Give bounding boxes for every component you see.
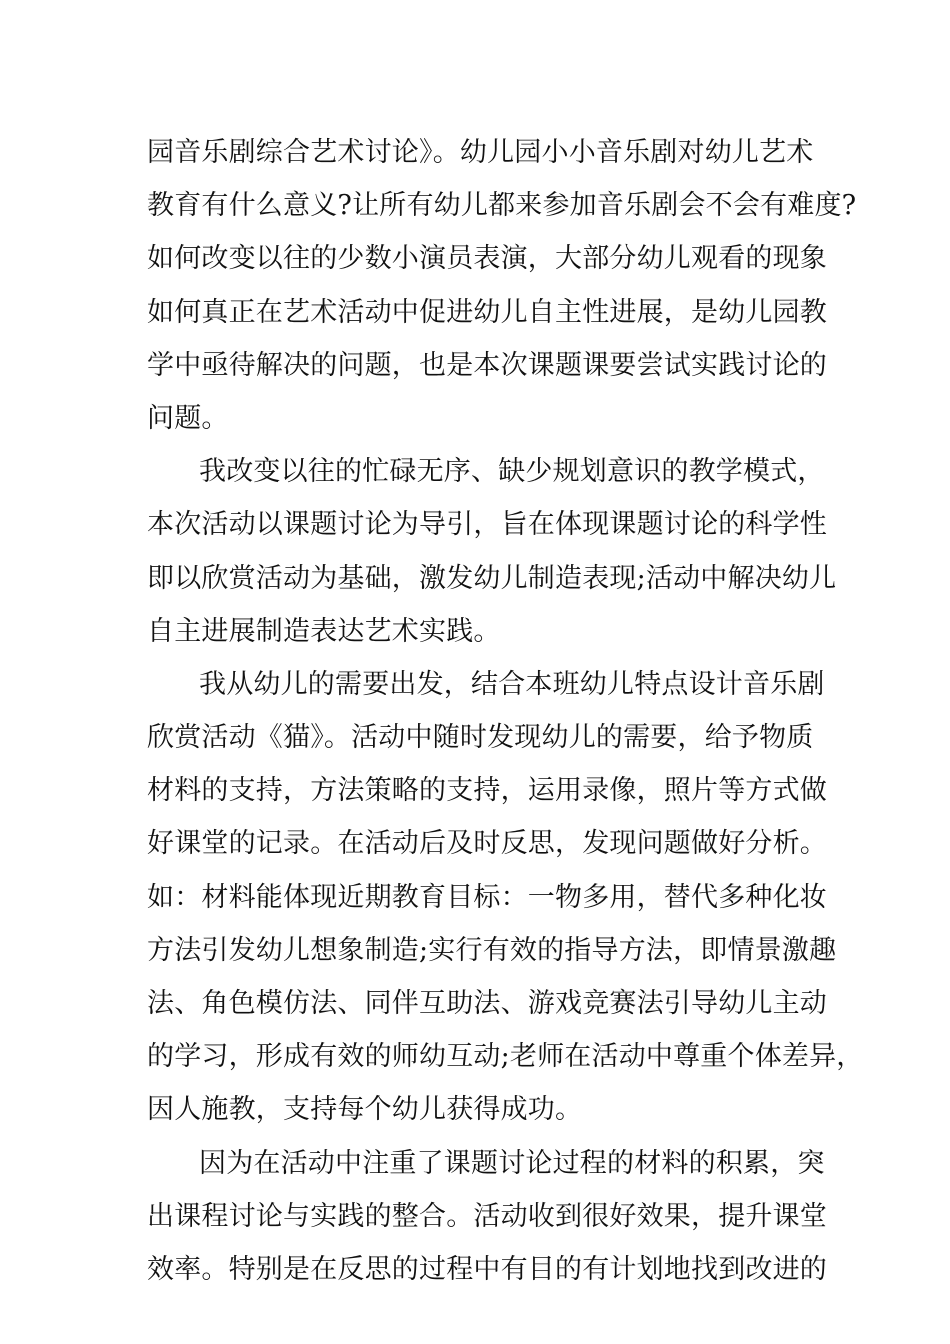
text-line: 欣赏活动《猫》。活动中随时发现幼儿的需要，给予物质	[147, 722, 814, 754]
text-line: 出课程讨论与实践的整合。活动收到很好效果，提升课堂	[147, 1200, 827, 1232]
text-line: 教育有什么意义?让所有幼儿都来参加音乐剧会不会有难度?	[147, 190, 857, 222]
text-line: 即以欣赏活动为基础，激发幼儿制造表现;活动中解决幼儿	[147, 562, 837, 594]
text-line: 因人施教，支持每个幼儿获得成功。	[147, 1094, 583, 1126]
body-text	[147, 126, 864, 1296]
text-line: 问题。	[147, 402, 229, 434]
text-line: 效率。特别是在反思的过程中有目的有计划地找到改进的	[147, 1253, 827, 1285]
text-line: 如何改变以往的少数小演员表演，大部分幼儿观看的现象	[147, 243, 827, 275]
text-line: 好课堂的记录。在活动后及时反思，发现问题做好分析。	[147, 828, 827, 860]
paragraph-start-line: 我从幼儿的需要出发，结合本班幼儿特点设计音乐剧	[199, 668, 825, 700]
text-line: 材料的支持，方法策略的支持，运用录像，照片等方式做	[147, 775, 827, 807]
paragraph-start-line: 我改变以往的忙碌无序、缺少规划意识的教学模式，	[199, 456, 825, 488]
text-line: 方法引发幼儿想象制造;实行有效的指导方法，即情景激趣	[147, 934, 837, 966]
text-line: 的学习，形成有效的师幼互动;老师在活动中尊重个体差异，	[147, 1041, 864, 1073]
text-line: 本次活动以课题讨论为导引，旨在体现课题讨论的科学性	[147, 509, 827, 541]
text-line: 如：材料能体现近期教育目标：一物多用，替代多种化妆	[147, 881, 827, 913]
paragraph-start-line: 因为在活动中注重了课题讨论过程的材料的积累，突	[199, 1147, 825, 1179]
text-line: 法、角色模仿法、同伴互助法、游戏竞赛法引导幼儿主动	[147, 988, 827, 1019]
text-line: 园音乐剧综合艺术讨论》。幼儿园小小音乐剧对幼儿艺术	[147, 137, 814, 168]
text-line: 如何真正在艺术活动中促进幼儿自主性进展，是幼儿园教	[147, 296, 827, 328]
text-line: 学中亟待解决的问题，也是本次课题课要尝试实践讨论的	[147, 349, 827, 381]
text-line: 自主进展制造表达艺术实践。	[147, 615, 501, 647]
